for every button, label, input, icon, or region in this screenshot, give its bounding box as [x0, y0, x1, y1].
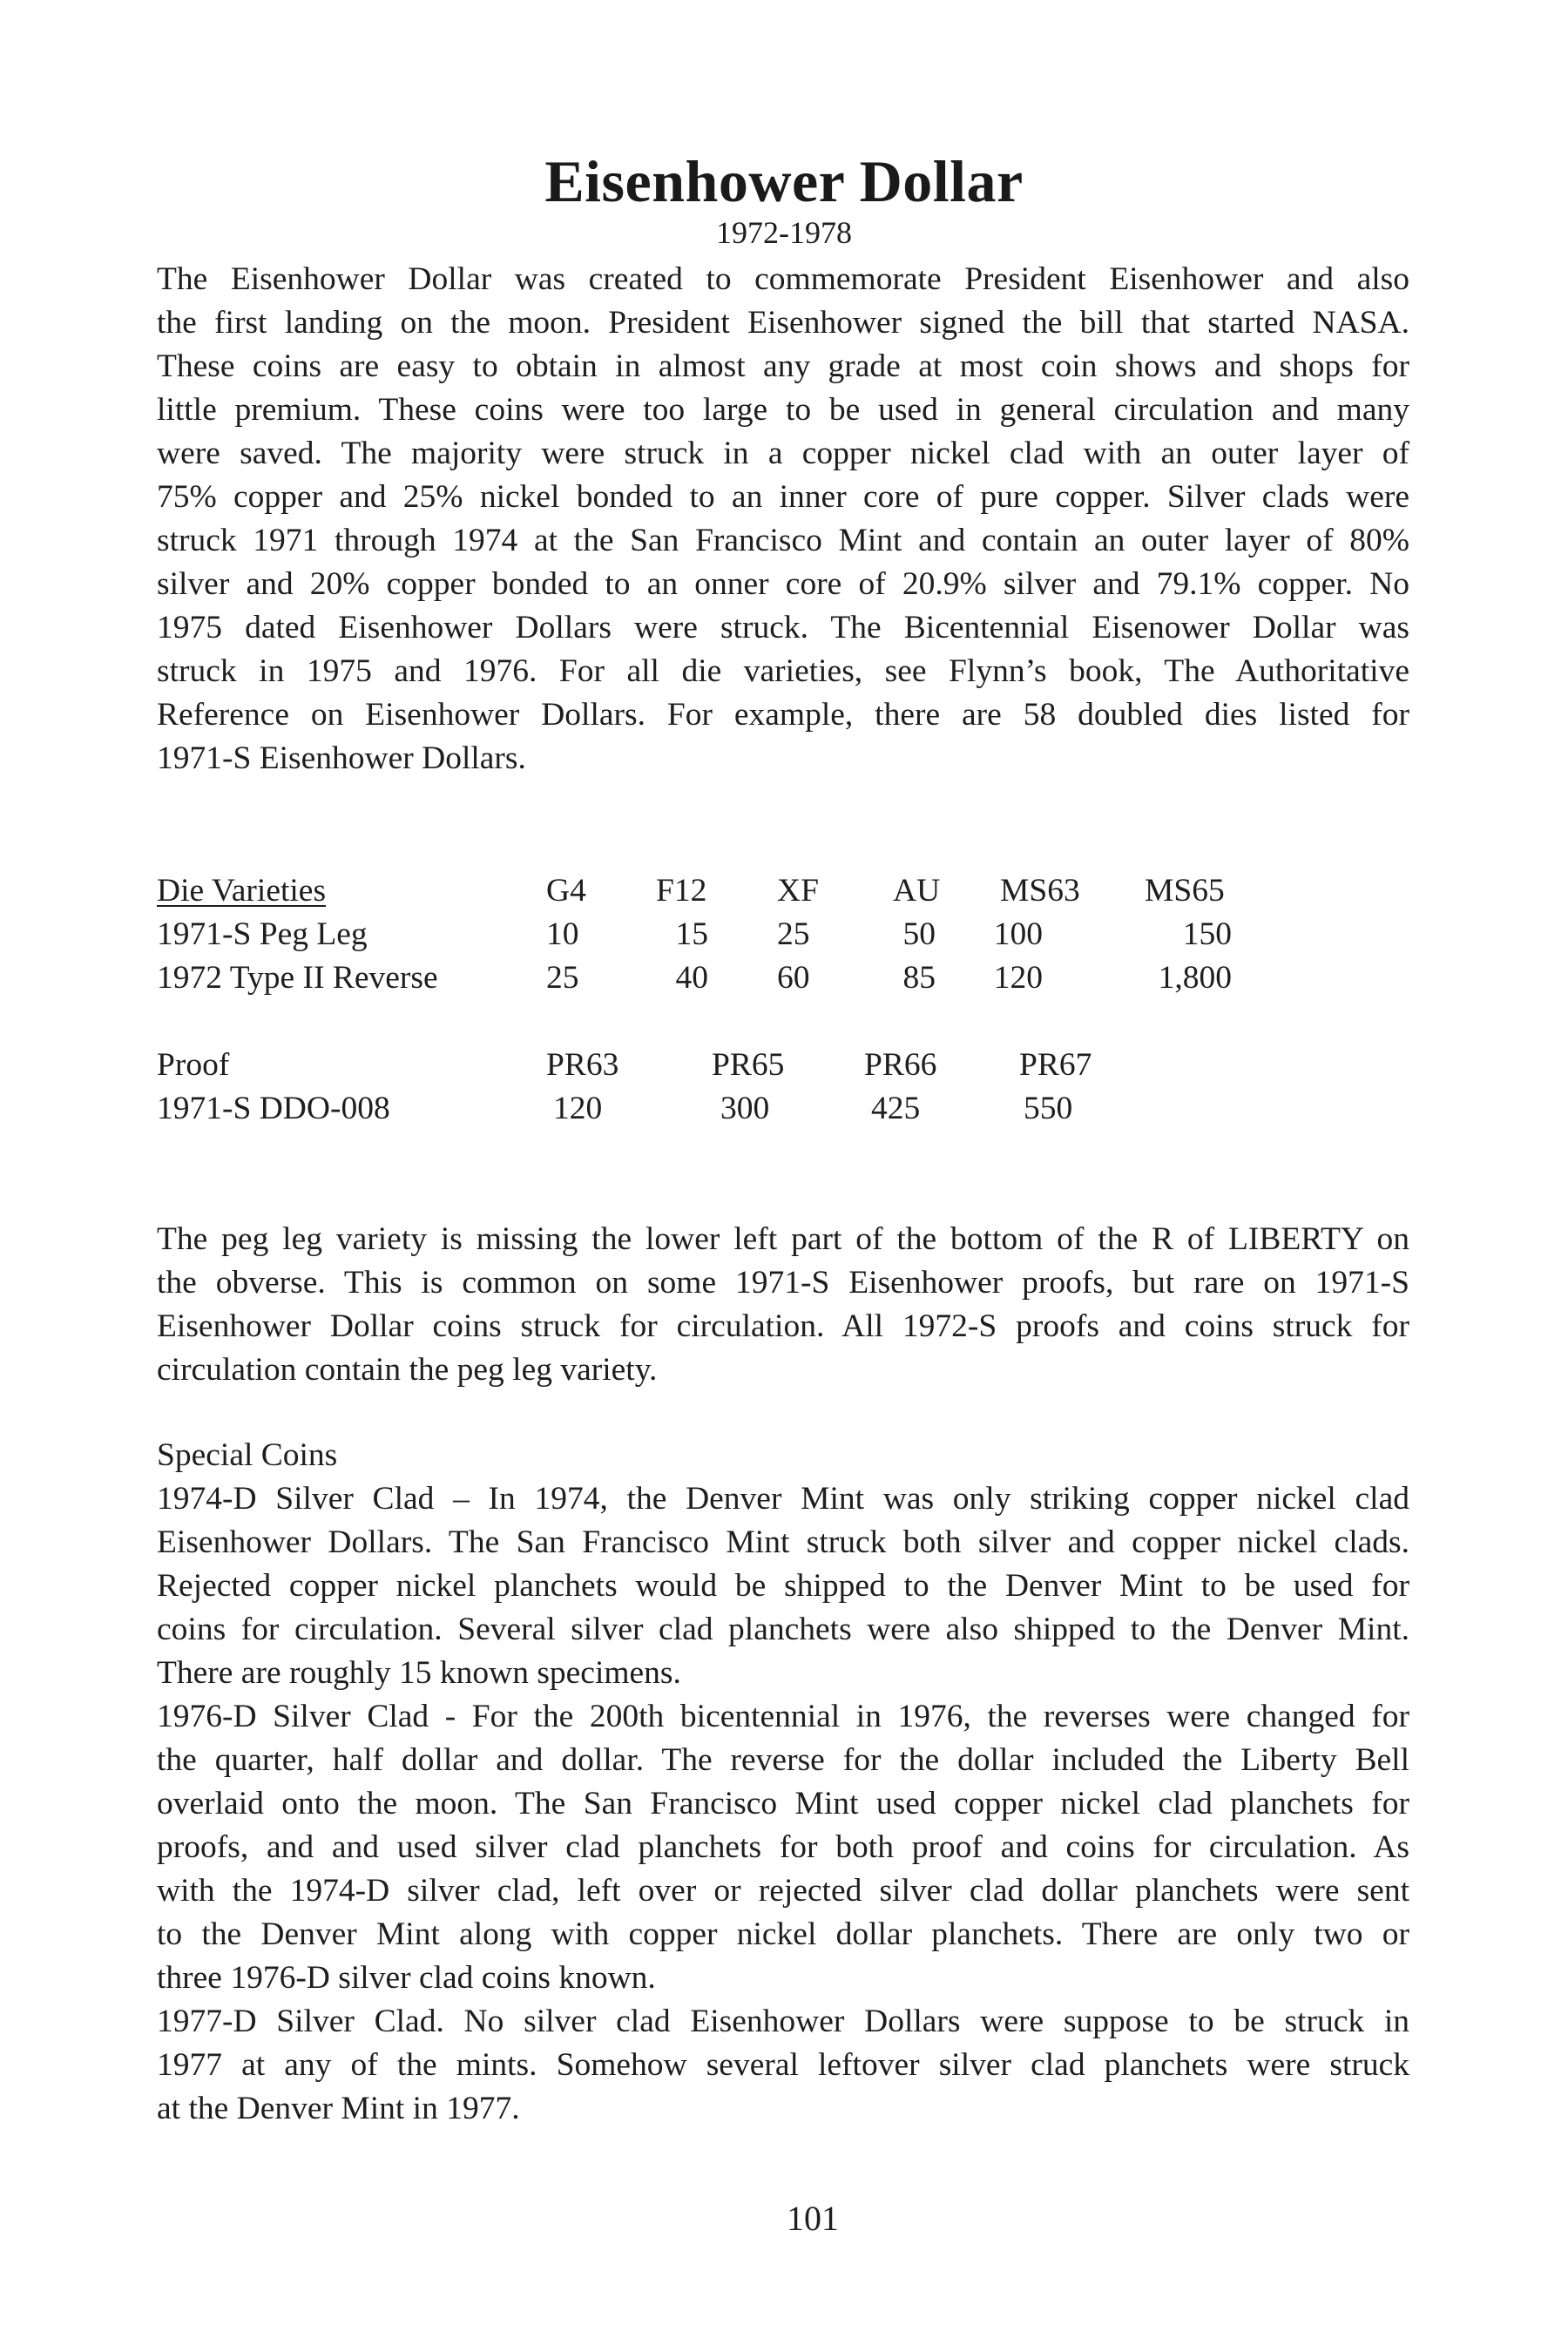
date-range: 1972-1978 — [716, 215, 852, 250]
text-line: Reference on Eisenhower Dollars. For example, there are 58 doubled dies listed for — [157, 697, 1409, 733]
text-line: Rejected copper nickel planchets would be shipped to the Denver Mint to be used for — [157, 1568, 1409, 1604]
text-line: Eisenhower Dollar coins struck for circulation. All 1972-S proofs and coins struck for — [157, 1308, 1409, 1344]
price-cell: 120 — [993, 960, 1043, 996]
text-line: circulation contain the peg leg variety. — [157, 1352, 658, 1388]
column-header: MS65 — [1145, 873, 1225, 909]
price-cell: 15 — [675, 916, 708, 952]
column-header: XF — [777, 873, 819, 909]
text-line: at the Denver Mint in 1977. — [157, 2091, 520, 2126]
text-line: to the Denver Mint along with copper nickel dollar planchets. There are only two or — [157, 1916, 1409, 1952]
intro-paragraph — [157, 258, 1409, 781]
price-cell: 40 — [675, 960, 708, 996]
price-cell: 550 — [1024, 1091, 1073, 1126]
text-line: coins for circulation. Several silver clad planchets were also shipped to the Denver Mint. — [157, 1612, 1409, 1647]
table-header-row — [157, 869, 1289, 913]
text-line: There are roughly 15 known specimens. — [157, 1655, 681, 1691]
text-line: 1977 at any of the mints. Somehow several leftover silver clad planchets were struck — [157, 2047, 1409, 2083]
table-row — [157, 913, 1289, 956]
price-cell: 425 — [871, 1091, 921, 1126]
table-row — [157, 1087, 1289, 1131]
text-line: the first landing on the moon. President Eisenhower signed the bill that started NASA. — [157, 305, 1409, 341]
price-cell: 150 — [1182, 916, 1232, 952]
price-cell: 85 — [902, 960, 936, 996]
column-header: AU — [893, 873, 941, 909]
text-line: with the 1974-D silver clad, left over or rejected silver clad dollar planchets were sent — [157, 1873, 1409, 1909]
text-line: 1975 dated Eisenhower Dollars were struck. The Bicentennial Eisenower Dollar was — [157, 610, 1409, 645]
text-line: These coins are easy to obtain in almost any grade at most coin shows and shops for — [157, 348, 1409, 384]
price-cell: 100 — [993, 916, 1043, 952]
price-cell: 25 — [546, 960, 579, 996]
column-header: MS63 — [1000, 873, 1080, 909]
text-line: were saved. The majority were struck in a copper nickel clad with an outer layer of — [157, 436, 1409, 471]
price-cell: 120 — [553, 1091, 603, 1126]
price-cell: 300 — [720, 1091, 770, 1126]
price-cell: 10 — [546, 916, 579, 952]
text-line: the quarter, half dollar and dollar. The reverse for the dollar included the Liberty Bell — [157, 1742, 1409, 1778]
text-line: 1971-S Eisenhower Dollars. — [157, 740, 526, 776]
variety-name: 1971-S DDO-008 — [157, 1091, 390, 1126]
text-line: Eisenhower Dollars. The San Francisco Mint struck both silver and copper nickel clads. — [157, 1524, 1409, 1560]
price-cell: 1,800 — [1158, 960, 1232, 996]
text-line: 1976-D Silver Clad - For the 200th bicentennial in 1976, the reverses were changed for — [157, 1699, 1409, 1734]
column-header: PR65 — [712, 1047, 785, 1083]
special-coins-section — [157, 1434, 1409, 2131]
text-line: the obverse. This is common on some 1971-S Eisenhower proofs, but rare on 1971-S — [157, 1265, 1409, 1301]
text-line: overlaid onto the moon. The San Francisco Mint used copper nickel clad planchets for — [157, 1786, 1409, 1821]
text-line: three 1976-D silver clad coins known. — [157, 1960, 656, 1996]
text-line: little premium. These coins were too large to be used in general circulation and many — [157, 392, 1409, 428]
table-heading: Die Varieties — [157, 873, 327, 909]
text-line: 1977-D Silver Clad. No silver clad Eisenhower Dollars were suppose to be struck in — [157, 2004, 1409, 2039]
table-row — [157, 956, 1289, 1000]
text-line: struck in 1975 and 1976. For all die varieties, see Flynn’s book, The Authoritative — [157, 653, 1409, 689]
column-header: PR67 — [1019, 1047, 1092, 1083]
text-line: silver and 20% copper bonded to an onner core of 20.9% silver and 79.1% copper. No — [157, 566, 1409, 602]
price-cell: 50 — [902, 916, 936, 952]
section-heading: Special Coins — [157, 1437, 338, 1473]
text-line: 1974-D Silver Clad – In 1974, the Denver Mint was only striking copper nickel clad — [157, 1481, 1409, 1517]
text-line: 75% copper and 25% nickel bonded to an inner core of pure copper. Silver clads were — [157, 479, 1409, 515]
column-header: F12 — [656, 873, 707, 909]
text-line: proofs, and and used silver clad planchets for both proof and coins for circulation. As — [157, 1829, 1409, 1865]
text-line: The peg leg variety is missing the lower left part of the bottom of the R of LIBERTY on — [157, 1221, 1409, 1257]
column-header: PR63 — [546, 1047, 619, 1083]
peg-leg-paragraph — [157, 1218, 1409, 1392]
page-number: 101 — [787, 2199, 839, 2238]
text-line: struck 1971 through 1974 at the San Francisco Mint and contain an outer layer of 80% — [157, 523, 1409, 558]
text-line: The Eisenhower Dollar was created to commemorate President Eisenhower and also — [157, 261, 1409, 297]
column-header: G4 — [546, 873, 586, 909]
table-heading: Proof — [157, 1047, 230, 1083]
table-header-row — [157, 1044, 1289, 1087]
price-cell: 60 — [777, 960, 810, 996]
page-title: Eisenhower Dollar — [544, 148, 1024, 214]
column-header: PR66 — [864, 1047, 937, 1083]
variety-name: 1972 Type II Reverse — [157, 960, 438, 996]
variety-name: 1971-S Peg Leg — [157, 916, 368, 952]
price-cell: 25 — [777, 916, 810, 952]
